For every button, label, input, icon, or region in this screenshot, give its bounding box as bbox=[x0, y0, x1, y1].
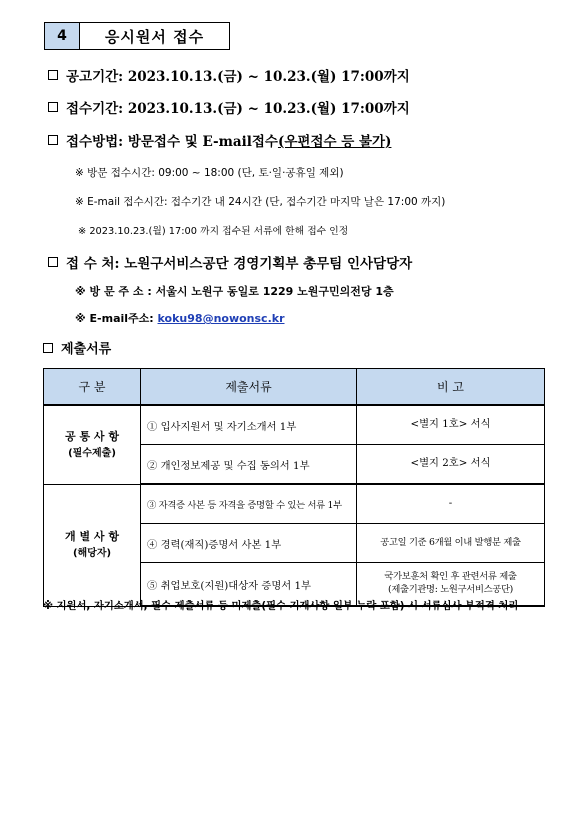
checkbox-square-icon bbox=[48, 135, 58, 145]
doc-cell: ① 입사지원서 및 자기소개서 1부 bbox=[141, 405, 357, 445]
remark-cell: - bbox=[357, 484, 545, 524]
table-row bbox=[44, 484, 545, 524]
remark-cell: 공고일 기준 6개월 이내 발행분 제출 bbox=[357, 524, 545, 563]
table-header-row bbox=[44, 369, 545, 406]
remark-line: (제출기관명: 노원구서비스공단) bbox=[388, 584, 513, 595]
header-remarks: 비 고 bbox=[357, 369, 545, 406]
note-deadline: ※ 2023.10.23.(월) 17:00 까지 접수된 서류에 한해 접수 인정 bbox=[78, 226, 349, 237]
email-link[interactable]: koku98@nowonsc.kr bbox=[157, 312, 285, 325]
section-title: 응시원서 접수 bbox=[104, 27, 205, 46]
checkbox-square-icon bbox=[48, 102, 58, 112]
remark-cell: <별지 2호> 서식 bbox=[357, 445, 545, 485]
group-individual bbox=[44, 484, 141, 606]
method-restriction-text: (우편접수 등 불가) bbox=[277, 134, 392, 150]
receipt-period-text: 접수기간: 2023.10.13.(금) ~ 10.23.(월) 17:00까지 bbox=[66, 101, 410, 117]
group-individual-label: 개 별 사 항 bbox=[65, 530, 119, 544]
bullet-receipt-period bbox=[48, 97, 410, 117]
doc-cell: ② 개인정보제공 및 수집 동의서 1부 bbox=[141, 445, 357, 485]
group-individual-sub: (해당자) bbox=[72, 547, 112, 559]
email-label: ※ E-mail주소: bbox=[75, 312, 154, 325]
group-common-label: 공 통 사 항 bbox=[65, 429, 119, 443]
checkbox-square-icon bbox=[43, 343, 53, 353]
bullet-method bbox=[48, 130, 391, 150]
section-header bbox=[44, 22, 230, 50]
group-common-sub: (필수제출) bbox=[68, 447, 116, 459]
table-row bbox=[44, 405, 545, 445]
doc-cell: ⑤ 취업보호(지원)대상자 증명서 1부 bbox=[141, 563, 357, 607]
doc-cell: ④ 경력(재직)증명서 사본 1부 bbox=[141, 524, 357, 563]
documents-heading bbox=[43, 338, 111, 357]
section-number: 4 bbox=[45, 23, 80, 49]
remark-line: 국가보훈처 확인 후 관련서류 제출 bbox=[384, 571, 517, 583]
group-common bbox=[44, 405, 141, 484]
doc-cell: ③ 자격증 사본 등 자격을 증명할 수 있는 서류 1부 bbox=[141, 484, 357, 524]
documents-table bbox=[43, 368, 545, 607]
footer-note: ※ 지원서, 자기소개서, 필수 제출서류 등 미제출(필수 기재사항 일부 누락 포함) 시 서류심사 부적격 처리 bbox=[43, 600, 519, 612]
documents-heading-text: 제출서류 bbox=[61, 342, 112, 357]
note-email bbox=[75, 310, 285, 326]
header-category: 구 분 bbox=[44, 369, 141, 406]
bullet-notice-period bbox=[48, 65, 410, 85]
location-text: 접 수 처: 노원구서비스공단 경영기획부 총무팀 인사담당자 bbox=[66, 256, 413, 272]
method-text: 접수방법: 방문접수 및 E-mail접수 bbox=[66, 134, 278, 150]
note-visit-hours: ※ 방문 접수시간: 09:00 ~ 18:00 (단, 토·일·공휴일 제외) bbox=[75, 167, 344, 179]
header-documents: 제출서류 bbox=[141, 369, 357, 406]
notice-period-text: 공고기간: 2023.10.13.(금) ~ 10.23.(월) 17:00까지 bbox=[66, 69, 410, 85]
note-email-hours: ※ E-mail 접수시간: 접수기간 내 24시간 (단, 접수기간 마지막 날은 17:00 까지) bbox=[75, 196, 446, 208]
checkbox-square-icon bbox=[48, 257, 58, 267]
note-address: ※ 방 문 주 소 : 서울시 노원구 동일로 1229 노원구민의전당 1층 bbox=[75, 285, 394, 298]
remark-cell: <별지 1호> 서식 bbox=[357, 405, 545, 445]
checkbox-square-icon bbox=[48, 70, 58, 80]
bullet-location bbox=[48, 252, 412, 272]
